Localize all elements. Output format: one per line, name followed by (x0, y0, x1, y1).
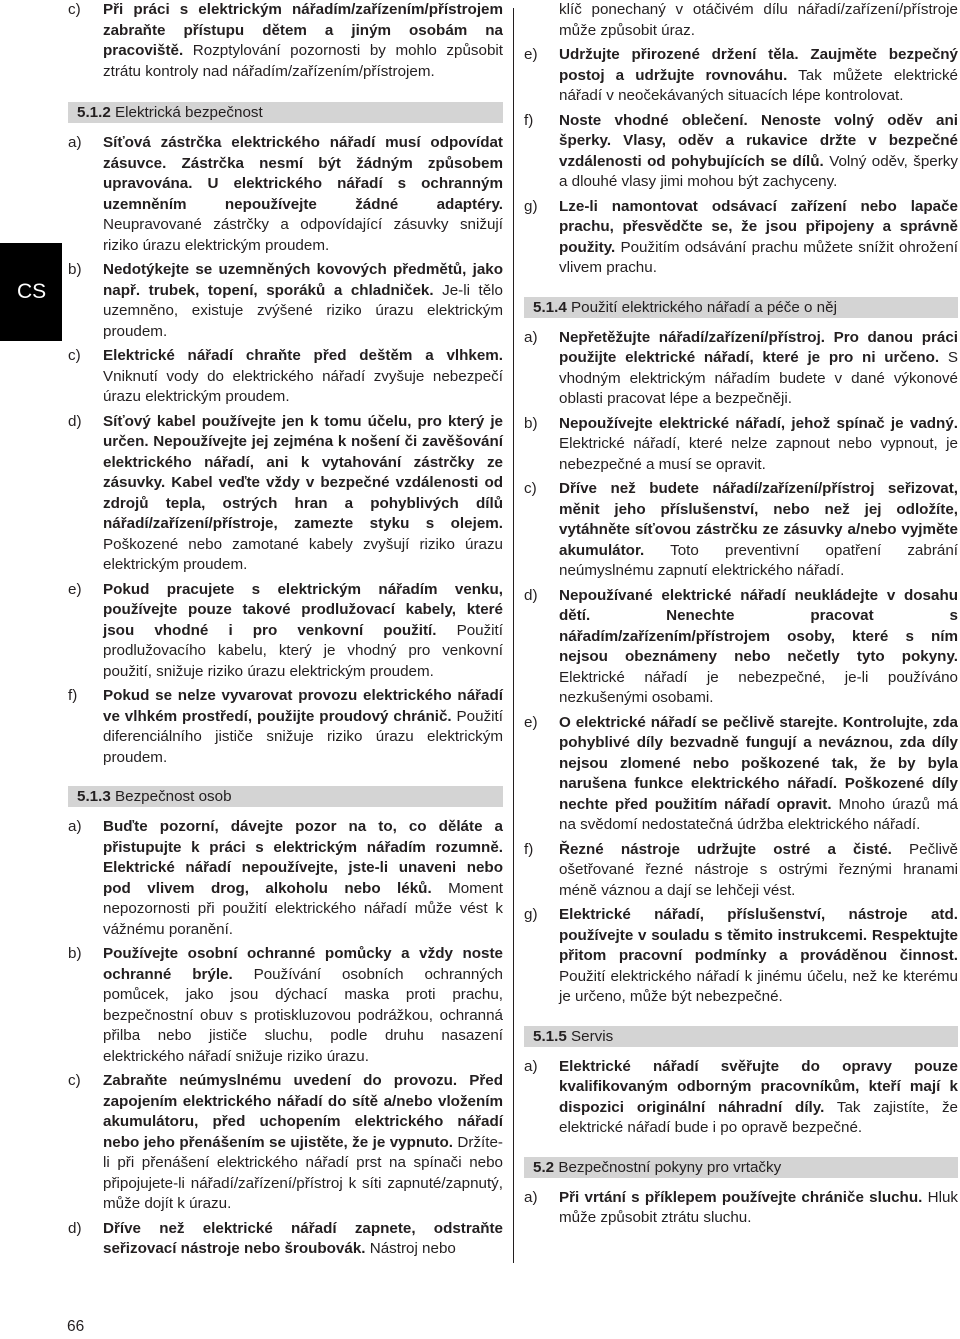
column-divider (513, 8, 514, 1263)
section-heading: 5.2 Bezpečnostní pokyny pro vrtačky (524, 1157, 958, 1178)
section-heading: 5.1.5 Servis (524, 1026, 958, 1047)
right-column (524, 0, 958, 1233)
list-item: b) Nepoužívejte elektrické nářadí, jehož spínač je vadný. Elektrické nářadí, které nelze zapnout nebo vypnout, je nebezpečné a musí se opravit. (524, 414, 958, 473)
list-item: f) Řezné nástroje udržujte ostré a čisté. Pečlivě ošetřované řezné nástroje s ostrými řeznými hranami méně váznou a dají se lehčeji vést. (524, 840, 958, 899)
left-column (68, 0, 503, 1264)
language-tab (0, 243, 62, 341)
list-item: c) Dříve než budete nářadí/zařízení/přístroj seřizovat, měnit jeho příslušenství, nebo než jej odložíte, vytáhněte síťovou zástrčku ze zásuvky a/nebo vyjměte akumulátor. Toto preventivní opatření zabrání neúmyslnému zapnutí elektrického nářadí. (524, 480, 958, 579)
language-tab-label: CS (17, 280, 47, 303)
list-item: d) Nepoužívané elektrické nářadí neukládejte v dosahu dětí. Nenechte pracovat s nářadím/zařízením/přístrojem osoby, které s ním nejsou obeznámeny nebo nečetly tyto pokyny. Elektrické nářadí je nebezpečné, je-li používáno nezkušenými osobami. (524, 586, 958, 706)
section-heading: 5.1.4 Použití elektrického nářadí a péče o něj (524, 297, 958, 318)
list-item: a) Síťová zástrčka elektrického nářadí musí odpovídat zásuvce. Zástrčka nesmí být žádným způsobem upravována. U elektrického nářadí s ochranným uzemněním nepoužívejte žádné adaptéry. Neupravované zástrčky a odpovídající zásuvky snižují riziko úrazu elektrickým proudem. (68, 134, 503, 254)
list-item: c) Elektrické nářadí chraňte před deštěm a vlhkem. Vniknutí vody do elektrického nářadí zvyšuje nebezpečí úrazu elektrickým proudem. (68, 347, 503, 405)
section-heading: 5.1.3 Bezpečnost osob (68, 786, 503, 807)
list-item: c) Při práci s elektrickým nářadím/zařízením/přístrojem zabraňte přístupu dětem a jiným osobám na pracoviště. Rozptylování pozornosti by mohlo způsobit ztrátu kontroly nad nářadím/zařízením/přístrojem. (68, 1, 503, 80)
list-item: a) Elektrické nářadí svěřujte do opravy pouze kvalifikovaným odborným pracovníkům, kteří mají k dispozici originální náhradní díly. Tak zajistíte, že elektrické nářadí bude i po opravě bezpečné. (524, 1057, 958, 1136)
list-item: a) Buďte pozorní, dávejte pozor na to, co děláte a přistupujte k práci s elektrickým nářadím rozumně. Elektrické nářadí nepoužívejte, jste-li unaveni nebo pod vlivem drog, alkoholu nebo léků. Moment nepozornosti při použití elektrického nářadí může vést k vážnému poranění. (68, 818, 503, 938)
list-item: e) Pokud pracujete s elektrickým nářadím venku, používejte pouze takové prodlužovací kabely, které jsou vhodné i pro venkovní použití. Použití prodlužovacího kabelu, který je vhodný pro venkovní použití, snižuje riziko úrazu elektrickým proudem. (68, 580, 503, 680)
list-item: b) Používejte osobní ochranné pomůcky a vždy noste ochranné brýle. Používání osobních ochranných pomůcek, jako jsou dýchací maska proti prachu, bezpečnostní obuv s protiskluzovou podrážkou, ochranná přilba nebo jističe sluchu, podle druhu nasazení elektrického nářadí snižuje riziko úrazu. (68, 945, 503, 1065)
list-item: e) Udržujte přirozené držení těla. Zaujměte bezpečný postoj a udržujte rovnováhu. Tak můžete elektrické nářadí v neočekávaných situacích lépe kontrolovat. (524, 46, 959, 104)
list-item: f) Pokud se nelze vyvarovat provozu elektrického nářadí ve vlhkém prostředí, použijte proudový chránič. Použití diferenciálního jističe snižuje riziko úrazu elektrickým proudem. (68, 687, 503, 766)
list-item: c) Zabraňte neúmyslnému uvedení do provozu. Před zapojením elektrického nářadí do sítě a/nebo vložením akumulátoru, před uchopením elektrického nářadí nebo jeho přenášením se ujistěte, že je vypnuto. Držíte-li při přenášení elektrického nářadí prst na spínači nebo připojujete-li nářadí/zařízení/přístroj k síti zapnuté/zapnutý, může dojít k úrazu. (68, 1072, 503, 1212)
list-item: b) Nedotýkejte se uzemněných kovových předmětů, jako např. trubek, topení, sporáků a chladniček. Je-li tělo uzemněno, existuje zvýšené riziko úrazu elektrickým proudem. (68, 261, 503, 340)
list-item: a) Při vrtání s příklepem používejte chrániče sluchu. Hluk může způsobit ztrátu sluchu. (524, 1188, 958, 1226)
list-item: e) O elektrické nářadí se pečlivě starejte. Kontrolujte, zda pohyblivé díly bezvadně fungují a neváznou, zda díly nejsou zlomené nebo poškozené tak, že by byla narušena funkce elektrického nářadí. Poškozené díly nechte před použitím nářadí opravit. Mnoho úrazů má na svědomí nedostatečná údržba elektrického nářadí. (524, 713, 958, 833)
page-number: 66 (67, 1318, 85, 1335)
list-item: g) Elektrické nářadí, příslušenství, nástroje atd. používejte v souladu s těmito instrukcemi. Respektujte přitom pracovní podmínky a prováděnou činnost. Použití elektrického nářadí k jinému účelu, než ke kterému je určeno, může být nebezpečné. (524, 906, 958, 1005)
section-heading: 5.1.2 Elektrická bezpečnost (68, 102, 503, 123)
list-item: d) Dříve než elektrické nářadí zapnete, odstraňte seřizovací nástroje nebo šroubovák. Nástroj nebo (68, 1219, 503, 1257)
list-item: d) Síťový kabel používejte jen k tomu účelu, pro který je určen. Nepoužívejte jej zejména k nošení či zavěšování elektrického nářadí, ani k vytahování zástrčky ze zásuvky. Kabel veďte vždy v bezpečné vzdálenosti od zdrojů tepla, ostrých hran a pohyblivých dílů nářadí/zařízení/přístroje, zamezte styku s olejem. Poškozené nebo zamotané kabely zvyšují riziko úrazu elektrickým proudem. (68, 412, 503, 573)
list-item: f) Noste vhodné oblečení. Nenoste volný oděv ani šperky. Vlasy, oděv a rukavice držte v bezpečné vzdálenosti od pohybujících se dílů. Volný oděv, šperky a dlouhé vlasy jimi mohou být zachyceny. (524, 111, 958, 190)
continued-text: klíč ponechaný v otáčivém dílu nářadí/zařízení/přístroje může způsobit úraz. (559, 1, 958, 39)
list-item: g) Lze-li namontovat odsávací zařízení nebo lapače prachu, přesvědčte se, že jsou připojeny a správně použity. Použitím odsávání prachu můžete snížit ohrožení vlivem prachu. (524, 197, 958, 276)
list-item: a) Nepřetěžujte nářadí/zařízení/přístroj. Pro danou práci použijte elektrické nářadí, které je pro ni určeno. S vhodným elektrickým nářadím budete v dané výkonové oblasti pracovat lépe a bezpečněji. (524, 328, 958, 407)
